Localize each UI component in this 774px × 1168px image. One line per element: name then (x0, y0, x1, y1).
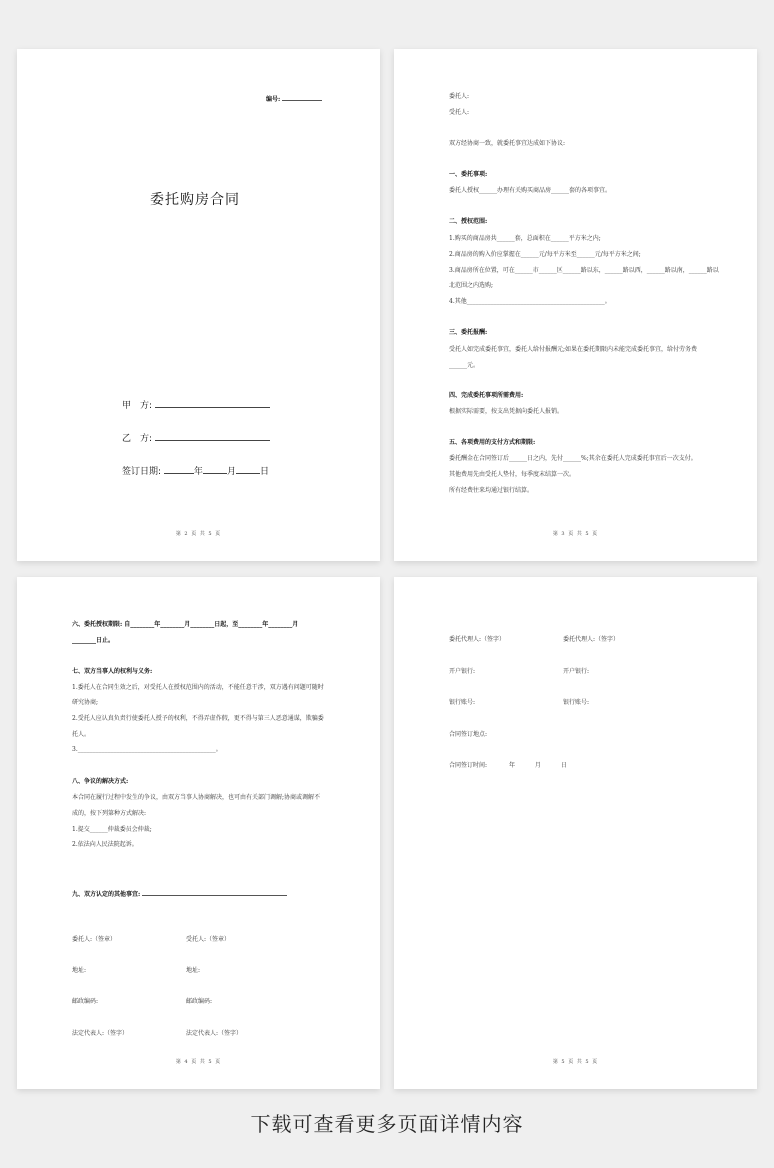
intro-text: 双方经协商一致，就委托事宜达成如下协议: (449, 140, 566, 147)
representative-right: 委托代理人:（签字） (563, 636, 620, 643)
page-4 (17, 577, 380, 1089)
section-7-item-1: 1.委托人在合同生效之后，对受托人在授权范围内的活动，不能任意干涉，双方遇有问题可随时 (72, 684, 324, 691)
section-6-line-1: 六、委托授权期限: 自________年________月________日起，至________年________月 (72, 621, 299, 628)
agent-line: 受托人: (449, 109, 470, 116)
agent-sign: 受托人:（签章） (186, 936, 231, 943)
section-5-item-2: 其他费用先由受托人垫付，每季度末结算一次。 (449, 471, 576, 478)
principal-sign: 委托人:（签章） (72, 936, 117, 943)
section-4-title: 四、完成委托事项所需费用: (449, 392, 524, 399)
principal-line: 委托人: (449, 93, 470, 100)
serial-label: 编号: (266, 96, 281, 103)
section-7-item-2-cont: 托人。 (72, 731, 91, 738)
section-9-label: 九、双方认定的其他事宜: (72, 891, 141, 898)
year-blank (164, 464, 194, 474)
section-2-item-3-cont: 北范围之内选购; (449, 282, 494, 289)
section-5-title: 五、各项费用的支付方式和期限: (449, 439, 536, 446)
section-3-title: 三、委托报酬: (449, 329, 488, 336)
section-4-text: 根据实际需要，按支出凭据向委托人报销。 (449, 408, 564, 415)
account-right: 银行账号: (563, 699, 590, 706)
month-label: 月 (226, 467, 236, 477)
serial-number-field (266, 93, 322, 104)
download-caption: 下载可查看更多页面详情内容 (250, 1112, 524, 1136)
page-footer: 第 2 页 共 5 页 (175, 531, 222, 537)
page-footer: 第 4 页 共 5 页 (175, 1059, 222, 1065)
section-5-item-1: 委托酬金在合同签订后______日之内，先付______%;其余在委托人完成委托事宜后一次支付。 (449, 455, 697, 462)
page-cover (17, 49, 380, 561)
section-8-text-cont: 成的，按下列第种方式解决: (72, 810, 147, 817)
signing-year: 年 (508, 762, 515, 769)
section-7-title: 七、双方当事人的权利与义务: (72, 668, 153, 675)
section-2-item-3: 3.商品房所在位置，可在______市______区______路以东，______路以西，______路以南，______路以 (449, 267, 719, 274)
representative-left: 委托代理人:（签字） (449, 636, 506, 643)
section-7-item-3: 3.______________________________________________。 (72, 746, 222, 753)
section-5-item-3: 所有经费往来均通过银行结算。 (449, 487, 534, 494)
party-a-blank (155, 398, 270, 408)
postcode-left: 邮政编码: (72, 998, 99, 1005)
year-label: 年 (193, 467, 203, 477)
page-footer: 第 3 页 共 5 页 (552, 531, 599, 537)
party-b-label: 乙 方: (122, 434, 153, 444)
section-9-blank (142, 888, 287, 896)
section-1-title: 一、委托事项: (449, 171, 488, 178)
day-label: 日 (259, 467, 269, 477)
day-blank (236, 464, 260, 474)
section-2-title: 二、授权范围: (449, 218, 488, 225)
month-blank (203, 464, 227, 474)
section-7-item-2: 2.受托人应认真负责行使委托人授予的权利，不得弄虚作假，更不得与第三人恶意通谋，欺骗委 (72, 715, 324, 722)
section-8-title: 八、争议的解决方式: (72, 778, 129, 785)
signing-day: 日 (560, 762, 567, 769)
section-1-text: 委托人授权______办理有关购买商品房______套的各项事宜。 (449, 187, 612, 194)
signing-time (449, 762, 567, 770)
party-b-blank (155, 431, 270, 441)
legal-rep-right: 法定代表人:（签字） (186, 1030, 243, 1037)
section-8-item-1: 1.提交______仲裁委员会仲裁; (72, 826, 152, 833)
signing-month: 月 (534, 762, 541, 769)
section-2-item-2: 2.商品房的购入价应掌握在______元/每平方米至______元/每平方米之间; (449, 251, 641, 258)
document-title: 委托购房合同 (150, 192, 240, 208)
party-b-field (122, 431, 270, 444)
section-3-text-cont: ______元。 (449, 362, 480, 369)
signing-time-label: 合同签订时间: (449, 762, 488, 769)
section-2-item-4: 4.其他______________________________________________。 (449, 298, 611, 305)
section-2-item-1: 1.购买的商品房共______套，总面积在______平方米之内; (449, 235, 601, 242)
address-left: 地址: (72, 967, 87, 974)
bank-left: 开户银行: (449, 668, 476, 675)
serial-blank (282, 93, 322, 101)
sign-date-field (122, 464, 269, 477)
bank-right: 开户银行: (563, 668, 590, 675)
section-8-text: 本合同在履行过程中发生的争议，由双方当事人协商解决，也可由有关部门调解;协商或调解不 (72, 794, 321, 801)
sign-date-label: 签订日期: (122, 467, 162, 477)
postcode-right: 邮政编码: (186, 998, 213, 1005)
party-a-field (122, 398, 270, 411)
signing-place: 合同签订地点: (449, 731, 488, 738)
address-right: 地址: (186, 967, 201, 974)
page-5 (394, 577, 757, 1089)
section-7-item-1-cont: 研究协商; (72, 699, 99, 706)
legal-rep-left: 法定代表人:（签字） (72, 1030, 129, 1037)
account-left: 银行账号: (449, 699, 476, 706)
party-a-label: 甲 方: (122, 401, 153, 411)
section-6-line-2: ________日止。 (72, 637, 115, 644)
page-3 (394, 49, 757, 561)
page-footer: 第 5 页 共 5 页 (552, 1059, 599, 1065)
section-8-item-2: 2.依法向人民法院起诉。 (72, 841, 138, 848)
section-9-title (72, 888, 287, 899)
section-3-text: 受托人如完成委托事宜，委托人给付报酬元;如果在委托期限内未能完成委托事宜，给付劳务费 (449, 346, 698, 353)
